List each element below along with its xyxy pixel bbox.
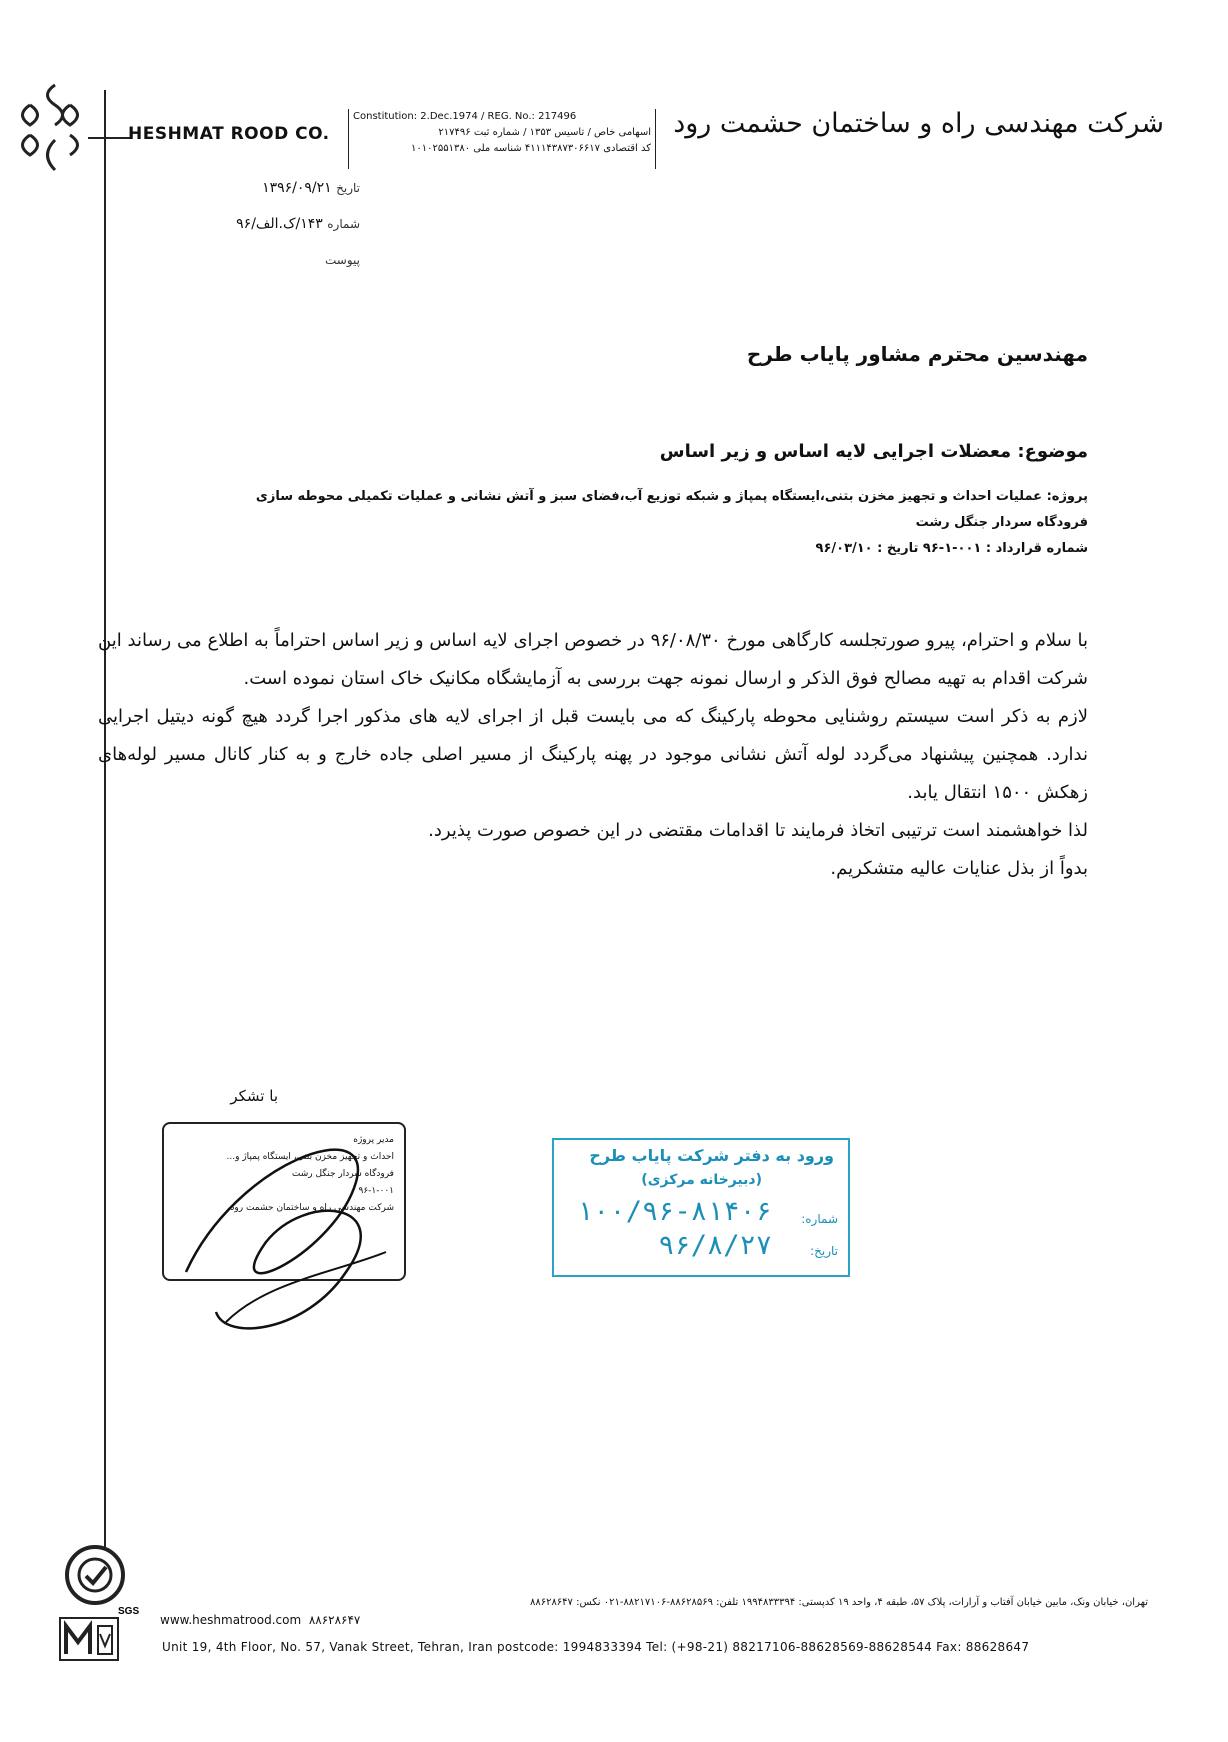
registration-fa-line: اسهامی خاص / تاسیس ۱۳۵۳ / شماره ثبت ۲۱۷۴۹۶ — [438, 127, 651, 138]
footer-address-en: Unit 19, 4th Floor, No. 57, Vanak Street, Tehran, Iran postcode: 1994833394 Tel: (+98-21) 88217106-88628569-88628544 Fax: 88628647 — [162, 1640, 1030, 1654]
date-label: تاریخ — [336, 181, 360, 195]
receipt-stamp — [552, 1138, 850, 1277]
stamp-line-5: شرکت مهندسی راه و ساختمان حشمت رود — [230, 1203, 394, 1213]
attachment-row — [325, 252, 360, 268]
subject: موضوع: معضلات اجرایی لایه اساس و زیر اساس — [659, 441, 1088, 462]
footer-website — [160, 1613, 360, 1627]
registration-box — [348, 109, 656, 169]
project-line-1: پروژه: عملیات احداث و تجهیز مخزن بتنی،ایستگاه پمپاژ و شبکه توزیع آب،فضای سبز و آتش نشانی و عملیات تکمیلی محوطه سازی — [255, 489, 1088, 504]
date-value: ۱۳۹۶/۰۹/۲۱ — [262, 180, 332, 196]
company-name-en: HESHMAT ROOD CO. — [128, 124, 330, 144]
fax-fa: ۸۸۶۲۸۶۴۷ — [308, 1613, 361, 1627]
economic-code-line: کد اقتصادی ۴۱۱۱۴۳۸۷۳۰۶۶۱۷ شناسه ملی ۱۰۱۰۲۵۵۱۳۸۰ — [411, 143, 651, 154]
cert-label: SGS — [118, 1606, 140, 1617]
receipt-date-label: تاریخ: — [810, 1244, 838, 1258]
stamp-line-3: فرودگاه سردار جنگل رشت — [291, 1169, 394, 1179]
company-name-fa: شرکت مهندسی راه و ساختمان حشمت رود — [673, 108, 1164, 139]
signature-scribble-icon — [156, 1122, 416, 1352]
paragraph-1: با سلام و احترام، پیرو صورتجلسه کارگاهی مورخ ۹۶/۰۸/۳۰ در خصوص اجرای لایه اساس و زیر اساس احتراماً به اطلاع می رساند این شرکت اقدام به تهیه مصالح فوق الذکر و ارسال نمونه جهت بررسی به آزمایشگاه مکانیک خاک استان نموده است. — [98, 630, 1089, 689]
paragraph-4: بدواً از بذل عنایات عالیه متشکریم. — [830, 858, 1088, 879]
number-label: شماره — [327, 217, 360, 231]
date-row — [262, 180, 360, 196]
recipient: مهندسین محترم مشاور پایاب طرح — [746, 342, 1088, 366]
stamp-line-1: مدیر پروژه — [353, 1135, 394, 1145]
letter-body — [98, 622, 1088, 888]
stamp-line-2: احداث و تجهیز مخزن بتنی، ایستگاه پمپاژ و... — [226, 1152, 394, 1162]
number-row — [236, 216, 360, 232]
project-info — [168, 484, 1088, 562]
constitution-line: Constitution: 2.Dec.1974 / REG. No.: 217496 — [353, 111, 577, 122]
stamp-line-4: ۹۶-۱-۰۰۱ — [358, 1186, 394, 1196]
moody-certification-icon — [58, 1616, 142, 1664]
receipt-subtitle: (دبیرخانه مرکزی) — [641, 1172, 762, 1188]
number-value: ۱۴۳/ک.الف/۹۶ — [236, 216, 323, 232]
signature-stamp — [162, 1122, 406, 1281]
contract-line: شماره قرارداد : ۰۰۱-۱-۹۶ تاریخ : ۹۶/۰۳/۱۰ — [815, 541, 1088, 556]
company-logo-icon — [10, 80, 90, 180]
attachment-label: پیوست — [325, 253, 360, 267]
closing: با تشکر — [230, 1087, 278, 1105]
logo-connector — [88, 137, 130, 139]
receipt-date-value: ۹۶/۸/۲۷ — [658, 1230, 772, 1261]
project-line-2: فرودگاه سردار جنگل رشت — [915, 515, 1088, 530]
sgs-certification-icon — [58, 1540, 140, 1620]
website-link[interactable]: www.heshmatrood.com — [160, 1613, 302, 1627]
receipt-number-value: ۱۰۰/۹۶-۸۱۴۰۶ — [576, 1196, 772, 1227]
receipt-title: ورود به دفتر شرکت پایاب طرح — [589, 1146, 834, 1165]
paragraph-3: لذا خواهشمند است ترتیبی اتخاذ فرمایند تا اقدامات مقتضی در این خصوص صورت پذیرد. — [428, 820, 1088, 841]
receipt-number-label: شماره: — [801, 1212, 838, 1226]
paragraph-2: لازم به ذکر است سیستم روشنایی محوطه پارکینگ که می بایست قبل از اجرای لایه های مذکور اجرا گردد هیچ گونه دیتیل اجرایی ندارد. همچنین پیشنهاد می‌گردد لوله آتش نشانی موجود در پهنه پارکینگ از مسیر اصلی جاده خارج و به کنار کانال مسیر لوله‌های زهکش ۱۵۰۰ انتقال یابد. — [98, 706, 1088, 803]
footer-address-fa: تهران، خیابان ونک، مابین خیابان آفتاب و آرارات، پلاک ۵۷، طبقه ۴، واحد ۱۹ کدپستی: ۱۹۹۴۸۳۳۳۹۴ تلفن: ۸۸۶۲۸۵۶۹-۸۸۲۱۷۱۰۶-۰۲۱ نکس: ۸۸۶۲۸۶۴۷ — [529, 1597, 1148, 1608]
